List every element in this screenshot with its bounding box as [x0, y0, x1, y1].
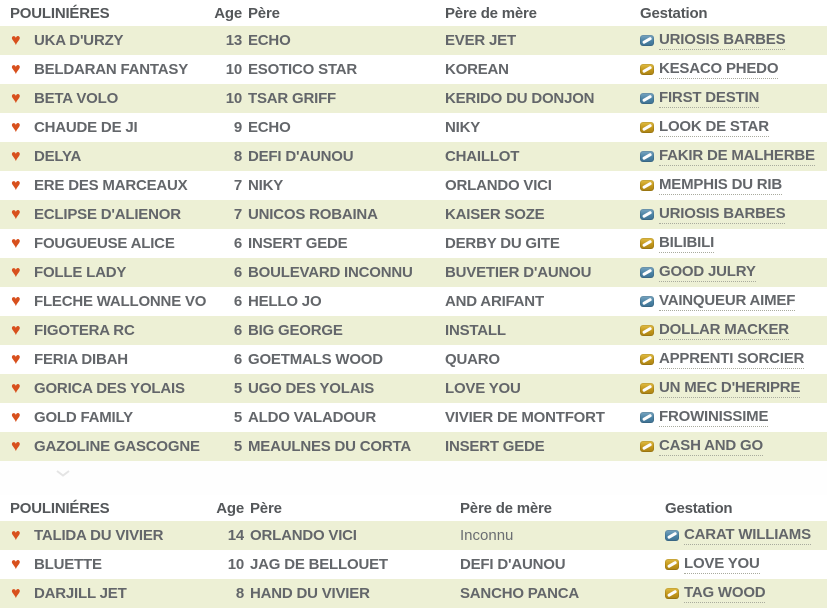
- mare-name-link[interactable]: FERIA DIBAH: [34, 351, 128, 368]
- col-header-pere: Père: [248, 4, 280, 22]
- mare-name-link[interactable]: CHAUDE DE JI: [34, 119, 138, 136]
- mare-age: 8: [235, 585, 244, 602]
- mare-name-cell: [34, 206, 210, 223]
- mare-name-link[interactable]: BETA VOLO: [34, 90, 119, 107]
- gestation-stallion-link[interactable]: UN MEC D'HERIPRE: [659, 379, 801, 396]
- col-header-pere-de-mere: Père de mère: [460, 499, 552, 517]
- mare-row: [0, 55, 827, 84]
- damsire-link[interactable]: QUARO: [445, 351, 500, 368]
- mare-age: 10: [227, 556, 244, 573]
- gestation-icon: [640, 412, 654, 423]
- gestation-icon: [640, 64, 654, 75]
- gestation-cell: [640, 321, 827, 340]
- sire-link[interactable]: ORLANDO VICI: [250, 527, 357, 544]
- gestation-icon: [640, 151, 654, 162]
- sire-cell: [248, 438, 445, 455]
- damsire-cell: [445, 90, 640, 107]
- gestation-cell: [640, 176, 827, 195]
- mare-age: 9: [233, 119, 242, 136]
- col-header-gestation: Gestation: [665, 499, 733, 517]
- gestation-stallion-link[interactable]: LOOK DE STAR: [659, 118, 769, 135]
- mare-row: [0, 403, 827, 432]
- table-header-row: [0, 495, 827, 521]
- mare-name-cell: [34, 438, 210, 455]
- damsire-link[interactable]: SANCHO PANCA: [460, 585, 579, 602]
- heart-icon[interactable]: ♥: [11, 437, 21, 455]
- mare-name-cell: [34, 148, 210, 165]
- sire-link[interactable]: HAND DU VIVIER: [250, 585, 370, 602]
- damsire-cell: [460, 527, 665, 544]
- sire-cell: [248, 351, 445, 368]
- gestation-cell: [665, 555, 827, 574]
- gestation-cell: [640, 89, 827, 108]
- sire-cell: [248, 206, 445, 223]
- mare-age: 6: [233, 293, 242, 310]
- heart-icon[interactable]: ♥: [11, 31, 21, 49]
- mare-row: [0, 374, 827, 403]
- gestation-icon: [640, 325, 654, 336]
- col-header-gestation: Gestation: [640, 4, 708, 22]
- sire-cell: [250, 556, 460, 573]
- broodmares-table-2: [0, 495, 827, 608]
- mare-name-link[interactable]: BELDARAN FANTASY: [34, 61, 189, 78]
- heart-icon[interactable]: ♥: [11, 234, 21, 252]
- mare-age: 5: [233, 380, 242, 397]
- damsire-cell: [445, 293, 640, 310]
- sire-cell: [248, 177, 445, 194]
- damsire-link[interactable]: INSTALL: [445, 322, 506, 339]
- section-divider: [0, 461, 827, 495]
- damsire-link[interactable]: AND ARIFANT: [445, 293, 544, 310]
- mare-name-cell: [34, 264, 210, 281]
- gestation-cell: [640, 234, 827, 253]
- mare-row: [0, 579, 827, 608]
- heart-icon[interactable]: ♥: [11, 584, 21, 602]
- gestation-stallion-link[interactable]: FROWINISSIME: [659, 408, 769, 425]
- sire-link[interactable]: INSERT GEDE: [248, 235, 348, 252]
- gestation-cell: [640, 263, 827, 282]
- gestation-cell: [640, 60, 827, 79]
- damsire-link: Inconnu: [460, 527, 514, 544]
- damsire-link[interactable]: KERIDO DU DONJON: [445, 90, 595, 107]
- heart-icon[interactable]: ♥: [11, 118, 21, 136]
- sire-link[interactable]: ECHO: [248, 119, 291, 136]
- gestation-stallion-link[interactable]: MEMPHIS DU RIB: [659, 176, 783, 193]
- gestation-icon: [640, 122, 654, 133]
- damsire-link[interactable]: DERBY DU GITE: [445, 235, 560, 252]
- sire-cell: [250, 527, 460, 544]
- gestation-stallion-link[interactable]: LOVE YOU: [684, 555, 760, 572]
- damsire-link[interactable]: EVER JET: [445, 32, 516, 49]
- sire-link[interactable]: ALDO VALADOUR: [248, 409, 376, 426]
- gestation-icon: [665, 530, 679, 541]
- damsire-link[interactable]: CHAILLOT: [445, 148, 520, 165]
- sire-cell: [248, 293, 445, 310]
- mare-name-cell: [34, 177, 210, 194]
- chevron-down-icon[interactable]: [55, 469, 71, 478]
- sire-link[interactable]: ESOTICO STAR: [248, 61, 357, 78]
- gestation-cell: [640, 205, 827, 224]
- mare-name-link[interactable]: FIGOTERA RC: [34, 322, 135, 339]
- mare-age: 5: [233, 438, 242, 455]
- damsire-cell: [445, 177, 640, 194]
- mare-age: 6: [233, 235, 242, 252]
- heart-icon[interactable]: ♥: [11, 321, 21, 339]
- col-header-age: Age: [216, 499, 244, 517]
- mare-age: 14: [227, 527, 244, 544]
- sire-cell: [248, 90, 445, 107]
- col-header-poulinieres: POULINIÉRES: [10, 4, 110, 22]
- mare-row: [0, 171, 827, 200]
- mare-name-cell: [34, 585, 214, 602]
- gestation-cell: [640, 437, 827, 456]
- damsire-link[interactable]: BUVETIER D'AUNOU: [445, 264, 592, 281]
- gestation-icon: [640, 238, 654, 249]
- gestation-cell: [640, 408, 827, 427]
- gestation-stallion-link[interactable]: DOLLAR MACKER: [659, 321, 789, 338]
- mare-name-link[interactable]: FLECHE WALLONNE VO: [34, 293, 207, 310]
- gestation-cell: [640, 147, 827, 166]
- mare-name-cell: [34, 409, 210, 426]
- sire-cell: [248, 32, 445, 49]
- sire-link[interactable]: ECHO: [248, 32, 291, 49]
- mare-name-link[interactable]: ERE DES MARCEAUX: [34, 177, 188, 194]
- mare-name-link[interactable]: ECLIPSE D'ALIENOR: [34, 206, 181, 223]
- heart-icon[interactable]: ♥: [11, 408, 21, 426]
- sire-link[interactable]: UNICOS ROBAINA: [248, 206, 378, 223]
- gestation-stallion-link[interactable]: TAG WOOD: [684, 584, 766, 601]
- mare-name-link[interactable]: GAZOLINE GASCOGNE: [34, 438, 200, 455]
- gestation-icon: [640, 296, 654, 307]
- table-body: [0, 521, 827, 608]
- mare-name-link[interactable]: TALIDA DU VIVIER: [34, 527, 164, 544]
- col-header-pere: Père: [250, 499, 282, 517]
- sire-cell: [248, 380, 445, 397]
- sire-link[interactable]: HELLO JO: [248, 293, 322, 310]
- gestation-stallion-link[interactable]: URIOSIS BARBES: [659, 205, 786, 222]
- damsire-cell: [445, 380, 640, 397]
- sire-link[interactable]: GOETMALS WOOD: [248, 351, 383, 368]
- gestation-cell: [640, 31, 827, 50]
- heart-icon[interactable]: ♥: [11, 350, 21, 368]
- gestation-cell: [665, 526, 827, 545]
- col-header-age: Age: [214, 4, 242, 22]
- mare-row: [0, 287, 827, 316]
- damsire-cell: [445, 351, 640, 368]
- damsire-cell: [445, 322, 640, 339]
- gestation-stallion-link[interactable]: BILIBILI: [659, 234, 715, 251]
- mare-age: 8: [233, 148, 242, 165]
- damsire-cell: [445, 61, 640, 78]
- heart-icon[interactable]: ♥: [11, 555, 21, 573]
- sire-cell: [248, 322, 445, 339]
- col-header-pere-de-mere: Père de mère: [445, 4, 537, 22]
- mare-row: [0, 142, 827, 171]
- mare-name-cell: [34, 119, 210, 136]
- damsire-cell: [445, 409, 640, 426]
- heart-icon[interactable]: ♥: [11, 292, 21, 310]
- damsire-link[interactable]: DEFI D'AUNOU: [460, 556, 566, 573]
- sire-cell: [248, 61, 445, 78]
- damsire-cell: [460, 585, 665, 602]
- gestation-cell: [640, 292, 827, 311]
- heart-icon[interactable]: ♥: [11, 263, 21, 281]
- damsire-link[interactable]: ORLANDO VICI: [445, 177, 552, 194]
- sire-link[interactable]: TSAR GRIFF: [248, 90, 336, 107]
- damsire-link[interactable]: LOVE YOU: [445, 380, 521, 397]
- gestation-cell: [640, 350, 827, 369]
- heart-icon[interactable]: ♥: [11, 89, 21, 107]
- gestation-icon: [640, 267, 654, 278]
- mare-row: [0, 550, 827, 579]
- mare-row: [0, 258, 827, 287]
- gestation-stallion-link[interactable]: CASH AND GO: [659, 437, 763, 454]
- gestation-stallion-link[interactable]: CARAT WILLIAMS: [684, 526, 811, 543]
- mare-name-cell: [34, 293, 210, 310]
- mare-row: [0, 84, 827, 113]
- mare-name-link[interactable]: GORICA DES YOLAIS: [34, 380, 185, 397]
- mare-age: 10: [225, 61, 242, 78]
- mare-name-cell: [34, 380, 210, 397]
- gestation-stallion-link[interactable]: GOOD JULRY: [659, 263, 756, 280]
- damsire-cell: [445, 206, 640, 223]
- damsire-cell: [445, 264, 640, 281]
- mare-row: [0, 200, 827, 229]
- gestation-stallion-link[interactable]: KESACO PHEDO: [659, 60, 779, 77]
- sire-link[interactable]: UGO DES YOLAIS: [248, 380, 375, 397]
- gestation-icon: [640, 383, 654, 394]
- mare-name-cell: [34, 61, 210, 78]
- heart-icon[interactable]: ♥: [11, 205, 21, 223]
- table-header-row: [0, 0, 827, 26]
- gestation-icon: [640, 209, 654, 220]
- heart-icon[interactable]: ♥: [11, 176, 21, 194]
- mare-age: 7: [233, 177, 242, 194]
- gestation-stallion-link[interactable]: FAKIR DE MALHERBE: [659, 147, 815, 164]
- gestation-cell: [665, 584, 827, 603]
- mare-name-link[interactable]: DELYA: [34, 148, 82, 165]
- damsire-cell: [445, 235, 640, 252]
- sire-link[interactable]: BIG GEORGE: [248, 322, 343, 339]
- mare-age: 13: [225, 32, 242, 49]
- gestation-cell: [640, 118, 827, 137]
- mare-name-cell: [34, 527, 214, 544]
- mare-age: 6: [233, 264, 242, 281]
- sire-cell: [248, 409, 445, 426]
- sire-cell: [248, 235, 445, 252]
- mare-name-link[interactable]: BLUETTE: [34, 556, 102, 573]
- gestation-cell: [640, 379, 827, 398]
- mare-name-cell: [34, 556, 214, 573]
- mare-name-cell: [34, 351, 210, 368]
- damsire-cell: [445, 32, 640, 49]
- sire-cell: [248, 264, 445, 281]
- mare-age: 6: [233, 322, 242, 339]
- damsire-link[interactable]: KOREAN: [445, 61, 509, 78]
- mare-row: [0, 229, 827, 258]
- gestation-icon: [640, 93, 654, 104]
- gestation-icon: [640, 441, 654, 452]
- mare-row: [0, 432, 827, 461]
- gestation-icon: [665, 588, 679, 599]
- mare-row: [0, 113, 827, 142]
- mare-name-link[interactable]: GOLD FAMILY: [34, 409, 133, 426]
- mare-name-link[interactable]: FOUGUEUSE ALICE: [34, 235, 175, 252]
- mare-row: [0, 345, 827, 374]
- gestation-icon: [640, 35, 654, 46]
- mare-row: [0, 26, 827, 55]
- damsire-link[interactable]: KAISER SOZE: [445, 206, 545, 223]
- mare-name-cell: [34, 32, 210, 49]
- mare-row: [0, 316, 827, 345]
- col-header-poulinieres: POULINIÉRES: [10, 499, 110, 517]
- heart-icon[interactable]: ♥: [11, 60, 21, 78]
- damsire-link[interactable]: VIVIER DE MONTFORT: [445, 409, 605, 426]
- mare-age: 10: [225, 90, 242, 107]
- sire-cell: [248, 119, 445, 136]
- damsire-cell: [460, 556, 665, 573]
- sire-cell: [250, 585, 460, 602]
- sire-link[interactable]: BOULEVARD INCONNU: [248, 264, 413, 281]
- mare-name-cell: [34, 235, 210, 252]
- damsire-cell: [445, 148, 640, 165]
- mare-name-cell: [34, 90, 210, 107]
- gestation-icon: [665, 559, 679, 570]
- sire-link[interactable]: JAG DE BELLOUET: [250, 556, 388, 573]
- damsire-link[interactable]: NIKY: [445, 119, 481, 136]
- gestation-stallion-link[interactable]: URIOSIS BARBES: [659, 31, 786, 48]
- sire-link[interactable]: NIKY: [248, 177, 284, 194]
- mare-age: 7: [233, 206, 242, 223]
- mare-name-cell: [34, 322, 210, 339]
- damsire-link[interactable]: INSERT GEDE: [445, 438, 545, 455]
- heart-icon[interactable]: ♥: [11, 147, 21, 165]
- mare-age: 5: [233, 409, 242, 426]
- sire-link[interactable]: DEFI D'AUNOU: [248, 148, 354, 165]
- damsire-cell: [445, 438, 640, 455]
- gestation-stallion-link[interactable]: FIRST DESTIN: [659, 89, 760, 106]
- damsire-cell: [445, 119, 640, 136]
- gestation-stallion-link[interactable]: APPRENTI SORCIER: [659, 350, 805, 367]
- mare-row: [0, 521, 827, 550]
- heart-icon[interactable]: ♥: [11, 379, 21, 397]
- gestation-stallion-link[interactable]: VAINQUEUR AIMEF: [659, 292, 796, 309]
- mare-age: 6: [233, 351, 242, 368]
- mare-name-link[interactable]: UKA D'URZY: [34, 32, 124, 49]
- heart-icon[interactable]: ♥: [11, 526, 21, 544]
- mare-name-link[interactable]: DARJILL JET: [34, 585, 127, 602]
- table-body: [0, 26, 827, 461]
- mare-name-link[interactable]: FOLLE LADY: [34, 264, 127, 281]
- gestation-icon: [640, 180, 654, 191]
- gestation-icon: [640, 354, 654, 365]
- sire-link[interactable]: MEAULNES DU CORTA: [248, 438, 411, 455]
- sire-cell: [248, 148, 445, 165]
